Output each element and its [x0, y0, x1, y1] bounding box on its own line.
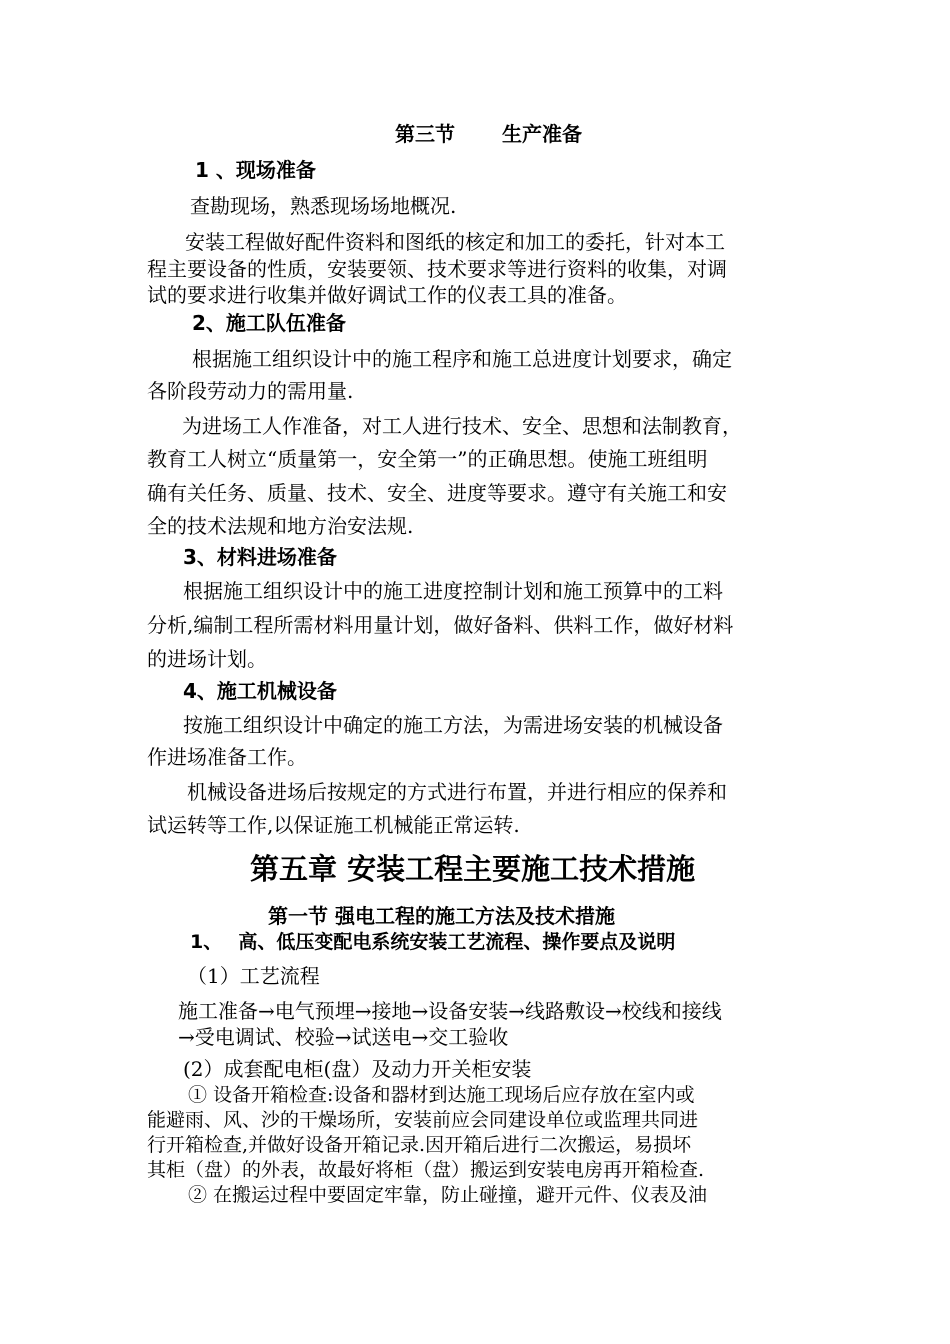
paragraph-line: 根据施工组织设计中的施工程序和施工总进度计划要求，确定: [192, 347, 732, 371]
paragraph-line: 的进场计划。: [147, 647, 267, 671]
subheading-cabinet-installation: (2）成套配电柜(盘）及动力开关柜安装: [183, 1057, 532, 1081]
paragraph-line: ② 在搬运过程中要固定牢靠，防止碰撞，避开元件、仪表及油: [188, 1184, 708, 1206]
item-heading: 1、 高、低压变配电系统安装工艺流程、操作要点及说明: [190, 931, 676, 953]
section-title: 第三节 生产准备: [395, 122, 582, 146]
process-flow-line: →受电调试、校验→试送电→交工验收: [178, 1025, 509, 1049]
paragraph-line: 分析,编制工程所需材料用量计划，做好备料、供料工作，做好材料: [147, 613, 734, 637]
subsection-title: 第一节 强电工程的施工方法及技术措施: [268, 904, 615, 928]
paragraph-line: 确有关任务、质量、技术、安全、进度等要求。遵守有关施工和安: [147, 481, 727, 505]
paragraph-line: 程主要设备的性质，安装要领、技术要求等进行资料的收集，对调: [147, 257, 727, 281]
heading-team-preparation: 2、施工队伍准备: [192, 311, 346, 335]
paragraph-line: 试的要求进行收集并做好调试工作的仪表工具的准备。: [147, 283, 627, 307]
heading-site-preparation: 1 、现场准备: [195, 158, 316, 182]
paragraph-line: 为进场工人作准备，对工人进行技术、安全、思想和法制教育，: [182, 414, 742, 438]
paragraph-line: ① 设备开箱检查:设备和器材到达施工现场后应存放在室内或: [188, 1084, 695, 1106]
paragraph-line: 作进场准备工作。: [147, 745, 307, 769]
paragraph-line: 查勘现场，熟悉现场场地概况.: [190, 194, 457, 218]
chapter-title: 第五章 安装工程主要施工技术措施: [250, 852, 696, 886]
paragraph-line: 试运转等工作,以保证施工机械能正常运转.: [147, 813, 520, 837]
paragraph-line: 各阶段劳动力的需用量.: [147, 379, 354, 403]
paragraph-line: 能避雨、风、沙的干燥场所，安装前应会同建设单位或监理共同进: [147, 1109, 699, 1131]
heading-material-preparation: 3、材料进场准备: [183, 545, 337, 569]
subheading-process-flow: （1）工艺流程: [187, 964, 320, 988]
paragraph-line: 其柜（盘）的外表，故最好将柜（盘）搬运到安装电房再开箱检查.: [147, 1159, 705, 1181]
process-flow-line: 施工准备→电气预埋→接地→设备安装→线路敷设→校线和接线: [178, 999, 722, 1023]
paragraph-line: 教育工人树立“质量第一，安全第一”的正确思想。使施工班组明: [147, 447, 708, 471]
heading-machinery: 4、施工机械设备: [183, 679, 337, 703]
paragraph-line: 机械设备进场后按规定的方式进行布置，并进行相应的保养和: [187, 780, 727, 804]
paragraph-line: 全的技术法规和地方治安法规.: [147, 514, 414, 538]
paragraph-line: 行开箱检查,并做好设备开箱记录.因开箱后进行二次搬运，易损坏: [147, 1134, 692, 1156]
paragraph-line: 按施工组织设计中确定的施工方法，为需进场安装的机械设备: [183, 713, 723, 737]
paragraph-line: 安装工程做好配件资料和图纸的核定和加工的委托，针对本工: [185, 230, 725, 254]
paragraph-line: 根据施工组织设计中的施工进度控制计划和施工预算中的工料: [183, 579, 723, 603]
